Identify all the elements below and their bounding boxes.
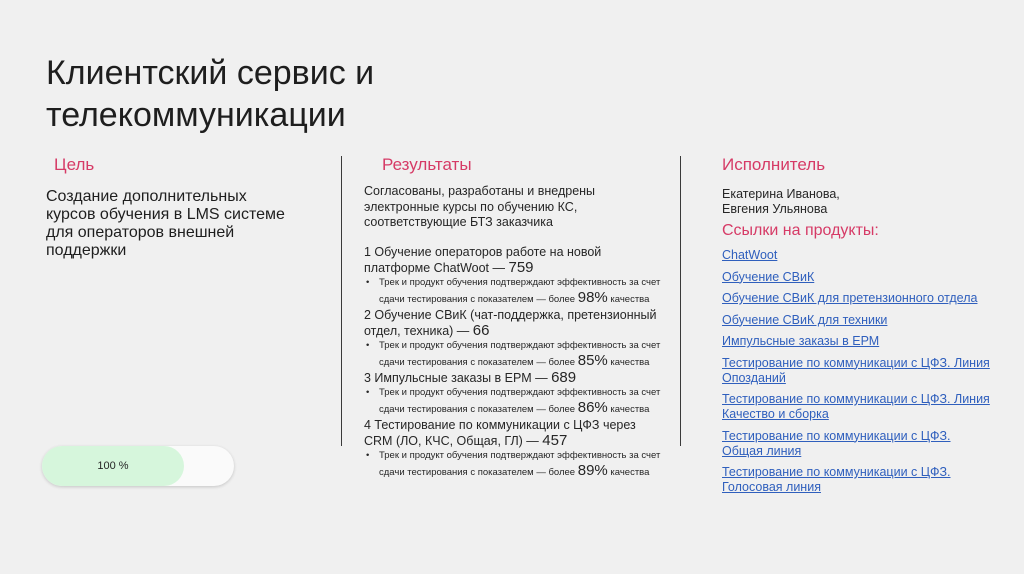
- result-count: 457: [542, 432, 568, 449]
- link-svik-tech[interactable]: Обучение СВиК для техники: [722, 312, 888, 327]
- result-item: [364, 307, 664, 370]
- bullet-icon: •: [366, 387, 370, 398]
- result-count: 759: [508, 259, 534, 276]
- bullet-icon: •: [366, 277, 370, 288]
- result-item: [364, 244, 664, 307]
- progress-bar: [42, 446, 234, 486]
- result-bullet: • Трек и продукт обучения подтверждают эффективность за счет сдачи тестирования с показателем — более 86% качества: [366, 387, 661, 416]
- link-test-general-line[interactable]: Тестирование по коммуникации с ЦФЗ. Общая линия: [722, 428, 951, 458]
- executor-name: Екатерина Иванова,: [722, 187, 840, 201]
- link-chatwoot[interactable]: ChatWoot: [722, 248, 778, 262]
- bullet-icon: •: [366, 340, 370, 351]
- result-count: 689: [551, 369, 577, 386]
- bullet-icon: •: [366, 450, 370, 461]
- executor-heading: Исполнитель: [722, 155, 826, 174]
- executor-names: [722, 187, 982, 217]
- link-svik-claims[interactable]: Обучение СВиК для претензионного отдела: [722, 291, 978, 305]
- link-impulse-orders[interactable]: Импульсные заказы в ЕРМ: [722, 334, 880, 348]
- result-bullet: • Трек и продукт обучения подтверждают эффективность за счет сдачи тестирования с показателем — более 89% качества: [366, 450, 661, 479]
- link-svik-training[interactable]: Обучение СВиК: [722, 269, 815, 284]
- result-percent: 85%: [577, 351, 608, 369]
- progress-label: 100 %: [97, 460, 129, 472]
- link-test-voice-line[interactable]: Тестирование по коммуникации с ЦФЗ. Голосовая линия: [722, 465, 951, 494]
- result-percent: 86%: [577, 398, 608, 416]
- links-heading: Ссылки на продукты:: [722, 222, 879, 239]
- product-links: [722, 248, 992, 502]
- result-item-title: 2 Обучение СВиК (чат-поддержка, претензионный отдел, техника) — 66: [364, 308, 657, 339]
- result-percent: 98%: [577, 288, 608, 306]
- link-test-quality-line[interactable]: Тестирование по коммуникации с ЦФЗ. Линия Качество и сборка: [722, 392, 990, 421]
- result-bullet: • Трек и продукт обучения подтверждают эффективность за счет сдачи тестирования с показателем — более 98% качества: [366, 277, 661, 306]
- column-divider-2: [680, 156, 681, 446]
- result-item-title: 1 Обучение операторов работе на новой платформе ChatWoot — 759: [364, 245, 602, 276]
- results-list: [364, 244, 664, 480]
- result-count: 66: [472, 322, 490, 339]
- link-test-delays-line[interactable]: Тестирование по коммуникации с ЦФЗ. Линия Опозданий: [722, 355, 990, 385]
- result-percent: 89%: [577, 461, 608, 479]
- result-item-title: 4 Тестирование по коммуникации с ЦФЗ через CRM (ЛО, КЧС, Общая, ГЛ) — 457: [364, 418, 636, 449]
- results-heading: Результаты: [382, 155, 472, 174]
- goal-text: Создание дополнительных курсов обучения в LMS системе для операторов внешней поддержки: [46, 188, 285, 259]
- executor-name: Евгения Ульянова: [722, 202, 828, 216]
- result-item: [364, 417, 664, 480]
- results-intro: Согласованы, разработаны и внедрены электронные курсы по обучению КС, соответствующие БТЗ заказчика: [364, 184, 596, 229]
- result-bullet: • Трек и продукт обучения подтверждают эффективность за счет сдачи тестирования с показателем — более 85% качества: [366, 340, 661, 369]
- column-divider-1: [341, 156, 342, 446]
- result-item-title: 3 Импульсные заказы в ЕРМ — 689: [364, 369, 577, 386]
- goal-heading: Цель: [54, 155, 95, 174]
- page-title: Клиентский сервис и телекоммуникации: [46, 54, 375, 134]
- result-item: [364, 370, 664, 417]
